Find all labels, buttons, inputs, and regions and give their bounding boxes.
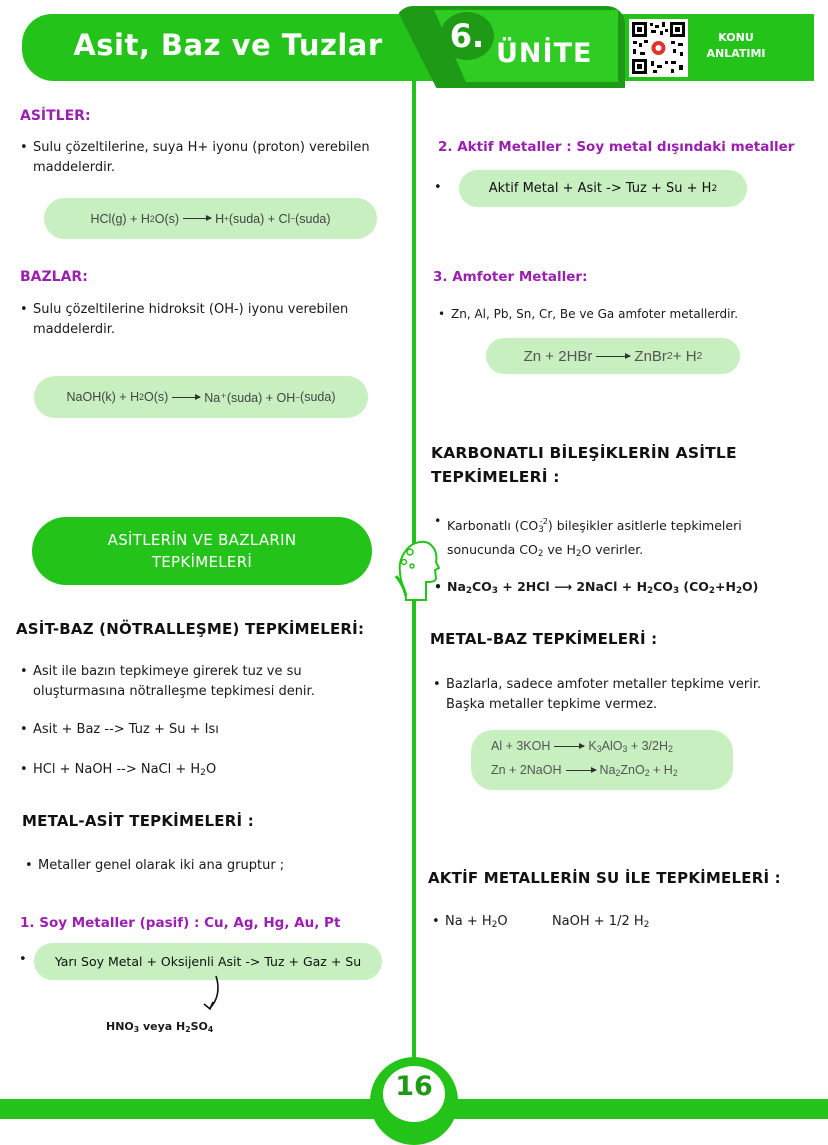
asitler-definition: • Sulu çözeltilerine, suya H+ iyonu (proton) verebilen maddelerdir. [33, 138, 403, 178]
bazlar-heading: BAZLAR: [20, 269, 88, 285]
karbonat-text: • Karbonatlı $(CO_3^{-2})$ bileşikler asitlerle tepkimeleri sonucunda $CO_2$ ve $H_2O$ verirler. [447, 511, 807, 564]
page-title: Asit, Baz ve Tuzlar [73, 28, 383, 62]
metal-asit-text: • Metaller genel olarak iki ana gruptur ; [38, 856, 284, 876]
arrow-icon [172, 397, 200, 398]
karbonat-equation: • $Na_2CO_3 + 2HCl$ ⟶ 2NaCl + $H_2CO_3$ $(CO_2+H_2O)$ [447, 577, 758, 601]
metal-asit-heading: METAL-ASİT TEPKİMELERİ : [22, 812, 254, 830]
metal-baz-text: • Bazlarla, sadece amfoter metaller tepkime verir. Başka metaller tepkime vermez. [446, 675, 806, 715]
arrow-icon [554, 746, 584, 747]
soy-metaller-heading: 1. Soy Metaller (pasif) : Cu, Ag, Hg, Au, Pt [20, 915, 341, 931]
notrallesme-equation-1: • Asit + Baz --> Tuz + Su + Isı [33, 720, 219, 740]
base-equation: NaOH(k) + H 2 O(s) Na⁺(suda) + OH − (suda) [34, 376, 368, 418]
aktif-metal-pill: Aktif Metal + Asit -> Tuz + Su + H 2 [459, 170, 747, 207]
arrow-icon [596, 356, 630, 357]
amfoter-heading: 3. Amfoter Metaller: [433, 269, 588, 285]
page-number: 16 [395, 1071, 433, 1102]
notrallesme-equation-2: • HCl + NaOH --> NaCl + $H_2O$ [33, 760, 216, 783]
karbonat-heading: KARBONATLI BİLEŞİKLERİN ASİTLE TEPKİMELERİ : [431, 444, 737, 486]
bullet-dot: • [19, 952, 27, 967]
metal-baz-heading: METAL-BAZ TEPKİMELERİ : [430, 630, 658, 648]
asitler-heading: ASİTLER: [20, 108, 91, 124]
acid-note: $HNO_3$ veya $H_2SO_4$ [106, 1020, 214, 1034]
thinking-head-icon [392, 530, 440, 602]
konu-anlatimi-label: KONU ANLATIMI [706, 31, 766, 60]
su-tepkime-heading: AKTİF METALLERİN SU İLE TEPKİMELERİ : [428, 869, 781, 887]
amfoter-text: • Zn, Al, Pb, Sn, Cr, Be ve Ga amfoter metallerdir. [451, 304, 738, 324]
curved-arrow-icon [198, 974, 228, 1014]
bazlar-definition: • Sulu çözeltilerine hidroksit (OH-) iyonu verebilen maddelerdir. [33, 300, 403, 340]
bullet-dot: • [434, 180, 442, 195]
metal-baz-equations: Al + 3KOH $K_3AlO_3 + 3/2H_2$ Zn + 2NaOH $Na_2ZnO_2 + H_2$ [471, 730, 733, 790]
aktif-metaller-heading: 2. Aktif Metaller : Soy metal dışındaki metaller [438, 139, 795, 155]
acid-equation: HCl(g) + H 2 O(s) H + (suda) + Cl − (suda) [44, 198, 377, 239]
arrow-icon [566, 770, 596, 771]
section-banner: ASİTLERİN VE BAZLARIN TEPKİMELERİ [32, 517, 372, 585]
unit-label: ÜNİTE [496, 38, 593, 69]
unit-number: 6. [440, 12, 494, 60]
su-tepkime-equation: • $Na + H_2O$ NaOH + 1/2 $H_2$ [445, 912, 649, 935]
arrow-icon [183, 218, 211, 219]
qr-code-icon[interactable] [629, 19, 688, 77]
amfoter-equation: Zn + 2HBr ZnBr 2 + H 2 [486, 338, 740, 374]
notrallesme-definition: • Asit ile bazın tepkimeye girerek tuz ve su oluşturmasına nötralleşme tepkimesi denir. [33, 662, 403, 702]
soy-metal-pill: Yarı Soy Metal + Oksijenli Asit -> Tuz + Gaz + Su [34, 943, 382, 980]
notrallesme-heading: ASİT-BAZ (NÖTRALLEŞME) TEPKİMELERİ: [16, 620, 365, 638]
